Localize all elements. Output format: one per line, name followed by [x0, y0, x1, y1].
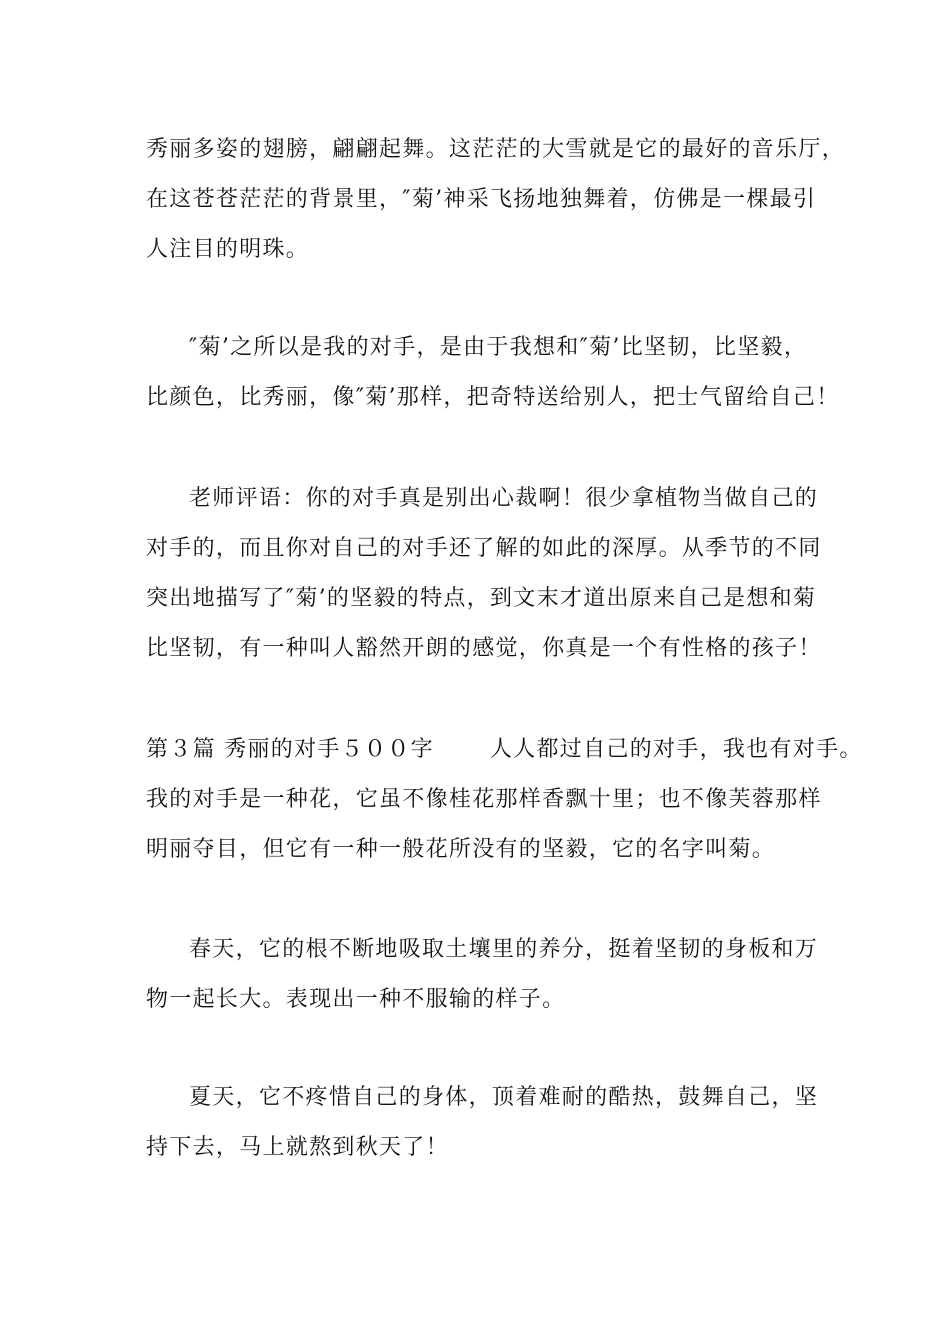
- teacher-comment-line-4: 比坚韧，有一种叫人豁然开朗的感觉，你真是一个有性格的孩子！: [146, 636, 822, 661]
- teacher-comment-line-3: 突出地描写了″菊’的坚毅的特点，到文末才道出原来自己是想和菊: [146, 586, 817, 611]
- section-heading-line: [146, 735, 863, 765]
- teacher-comment-line-2: 对手的，而且你对自己的对手还了解的如此的深厚。从季节的不同: [146, 536, 822, 561]
- paragraph-2-line-2: 比颜色，比秀丽，像″菊’那样，把奇特送给别人，把士气留给自己！: [146, 385, 840, 410]
- paragraph-2-line-1: ″菊’之所以是我的对手，是由于我想和″菊’比坚韧，比坚毅，: [189, 335, 808, 360]
- section-heading: 第３篇 秀丽的对手５００字: [146, 737, 434, 762]
- spring-paragraph-line-1: 春天，它的根不断地吸取土壤里的养分，挺着坚韧的身板和万: [189, 937, 819, 962]
- spring-paragraph-line-2: 物一起长大。表现出一种不服输的样子。: [146, 987, 566, 1012]
- paragraph-4-line-2: 我的对手是一种花，它虽不像桂花那样香飘十里；也不像芙蓉那样: [146, 787, 822, 812]
- paragraph-1-line-3: 人注目的明珠。: [146, 237, 310, 262]
- paragraph-4-line-3: 明丽夺目，但它有一种一般花所没有的坚毅，它的名字叫菊。: [146, 837, 776, 862]
- section-first-sentence: 人人都过自己的对手，我也有对手。: [489, 737, 863, 762]
- paragraph-1-line-1: 秀丽多姿的翅膀，翩翩起舞。这茫茫的大雪就是它的最好的音乐厅，: [146, 137, 846, 162]
- paragraph-1-line-2: 在这苍苍茫茫的背景里，″菊’神采飞扬地独舞着，仿佛是一棵最引: [146, 187, 817, 212]
- teacher-comment-line-1: 老师评语：你的对手真是别出心裁啊！很少拿植物当做自己的: [189, 486, 819, 511]
- summer-paragraph-line-2: 持下去，马上就熬到秋天了！: [146, 1135, 449, 1160]
- summer-paragraph-line-1: 夏天，它不疼惜自己的身体，顶着难耐的酷热，鼓舞自己，坚: [189, 1085, 819, 1110]
